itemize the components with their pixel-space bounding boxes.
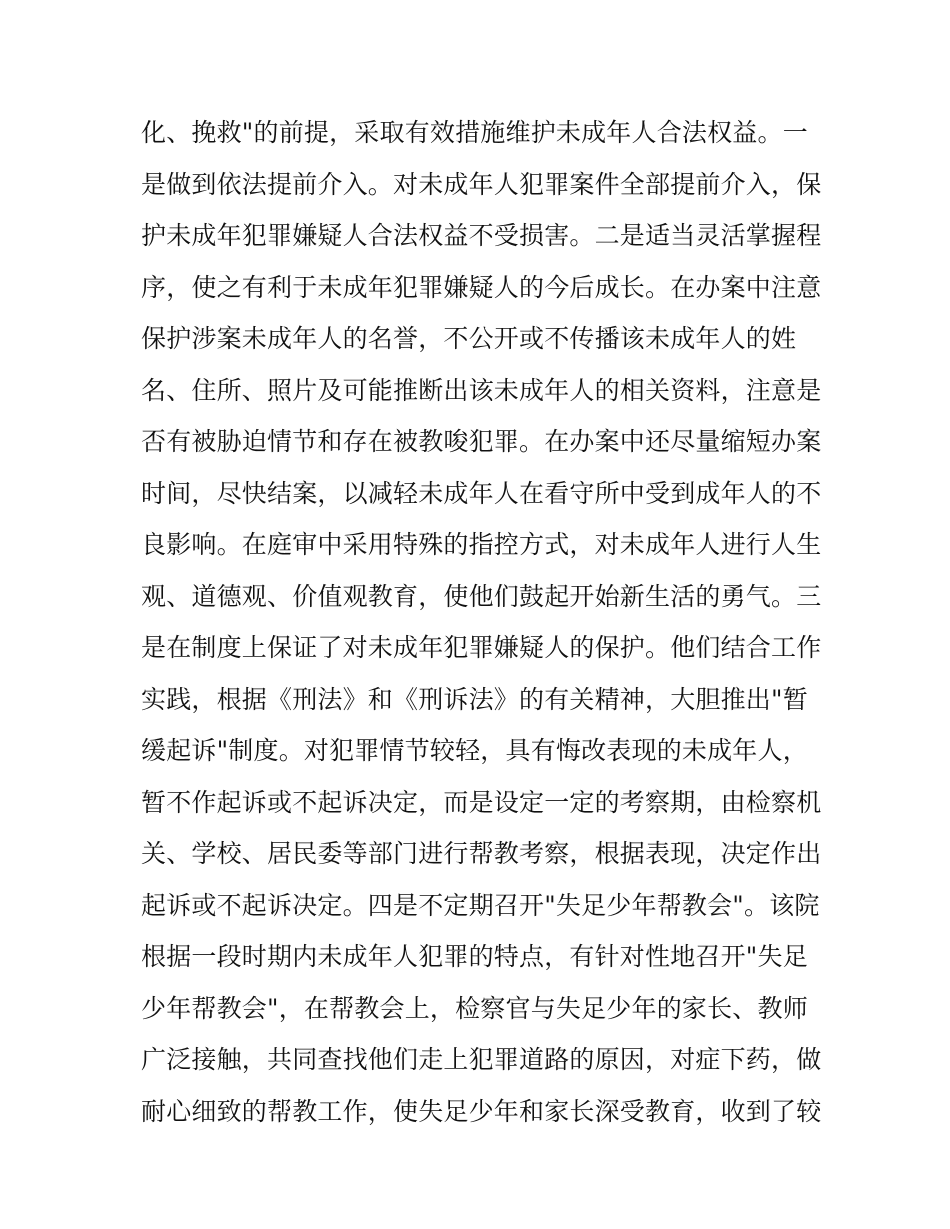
text-line-3: 护未成年犯罪嫌疑人合法权益不受损害。二是适当灵活掌握程 [141, 221, 822, 250]
text-line-15: 关、学校、居民委等部门进行帮教考察，根据表现，决定作出 [141, 839, 822, 868]
text-line-5: 保护涉案未成年人的名誉，不公开或不传播该未成年人的姓 [141, 324, 797, 353]
text-line-8: 时间，尽快结案，以减轻未成年人在看守所中受到成年人的不 [141, 478, 822, 508]
text-line-12: 实践，根据《刑法》和《刑诉法》的有关精神，大胆推出"暂 [141, 684, 808, 714]
text-line-13: 缓起诉"制度。对犯罪情节较轻，具有悔改表现的未成年人， [141, 736, 808, 765]
text-line-1: 化、挽救"的前提，采取有效措施维护未成年人合法权益。一 [141, 118, 808, 147]
text-line-20: 耐心细致的帮教工作，使失足少年和家长深受教育，收到了较 [141, 1096, 822, 1126]
text-line-4: 序，使之有利于未成年犯罪嫌疑人的今后成长。在办案中注意 [141, 272, 822, 302]
text-line-19: 广泛接触，共同查找他们走上犯罪道路的原因，对症下药，做 [141, 1045, 822, 1074]
text-line-16: 起诉或不起诉决定。四是不定期召开"失足少年帮教会"。该院 [141, 890, 820, 920]
text-line-7: 否有被胁迫情节和存在被教唆犯罪。在办案中还尽量缩短办案 [141, 427, 822, 456]
text-line-18: 少年帮教会"，在帮教会上，检察官与失足少年的家长、教师 [141, 993, 808, 1023]
text-line-17: 根据一段时期内未成年人犯罪的特点，有针对性地召开"失足 [141, 942, 808, 971]
text-line-2: 是做到依法提前介入。对未成年人犯罪案件全部提前介入，保 [141, 169, 822, 199]
text-line-9: 良影响。在庭审中采用特殊的指控方式，对未成年人进行人生 [141, 530, 822, 559]
text-line-6: 名、住所、照片及可能推断出该未成年人的相关资料，注意是 [141, 375, 822, 405]
text-line-14: 暂不作起诉或不起诉决定，而是设定一定的考察期，由检察机 [141, 787, 822, 817]
text-line-10: 观、道德观、价值观教育，使他们鼓起开始新生活的勇气。三 [141, 581, 822, 611]
text-line-11: 是在制度上保证了对未成年犯罪嫌疑人的保护。他们结合工作 [141, 633, 822, 662]
body-text [141, 107, 821, 1137]
